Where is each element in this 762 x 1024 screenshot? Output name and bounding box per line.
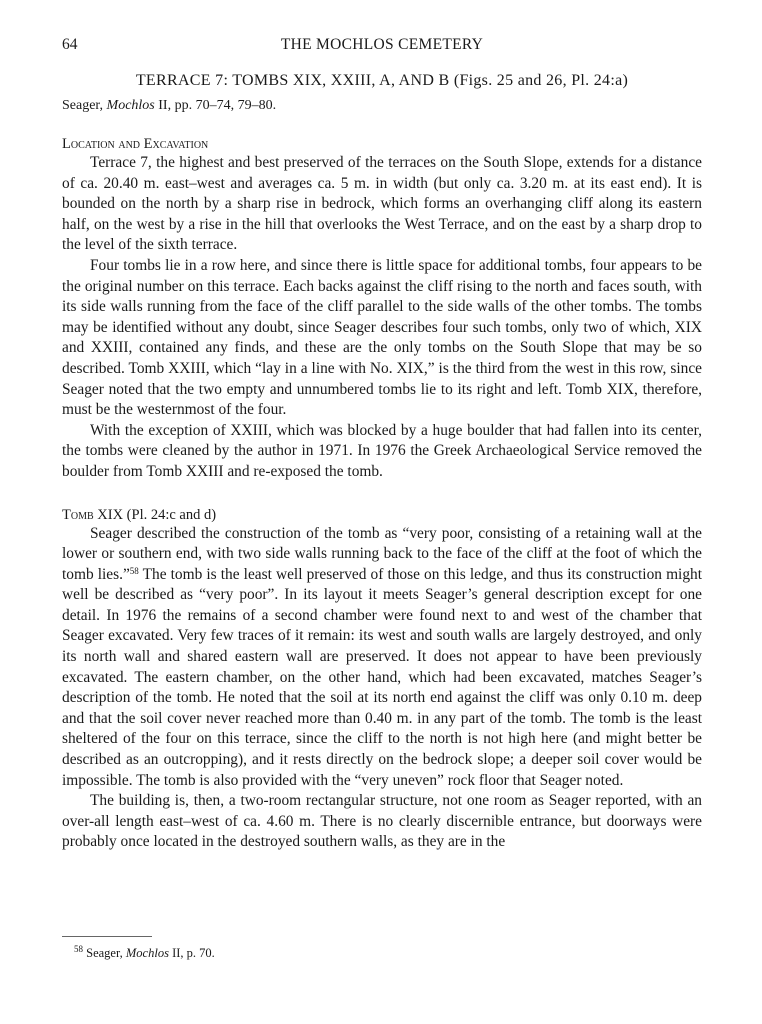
terrace-reference bbox=[62, 98, 702, 114]
footnote-pages: II, p. 70. bbox=[168, 946, 215, 960]
paragraph: With the exception of XXIII, which was blocked by a huge boulder that had fallen into its center, the tombs were cleaned by the author in 1971. In 1976 the Greek Archaeological Service removed the boulder from Tomb XXIII and re-exposed the tomb. bbox=[62, 421, 702, 480]
page-number: 64 bbox=[62, 36, 78, 53]
paragraph: The building is, then, a two-room rectangular structure, not one room as Seager reported, with an over-all length east–west of ca. 4.60 m. There is no clearly discernible entrance, but doorways were probably once located in the destroyed southern walls, as they are in the bbox=[62, 792, 702, 851]
footnote-reference[interactable]: 58 bbox=[129, 565, 139, 576]
reference-pages: II, pp. 70–74, 79–80. bbox=[154, 98, 277, 113]
paragraph-text: The tomb is the least well preserved of those on this ledge, and thus its construction might well be described as “very poor”. In its layout it meets Seager’s general description except for one detail. In 1976 the remains of a second chamber were found next to and west of the chamber that Seager excavated. Very few traces of it remain: its west and south walls are largely destroyed, and only its north wall and shared eastern wall are preserved. It does not appear to have been previously excavated. The eastern chamber, on the other hand, which had been excavated, matches Seager’s description of the tomb. He noted that the soil at its north end against the cliff was only 0.10 m. deep and that the soil cover never reached more than 0.40 m. in any part of the tomb. The tomb is the least sheltered of the four on this terrace, since the cliff to the north is not high here (and might better be described as an outcropping), and it rests directly on the bedrock slope; a deeper soil cover would be impossible. The tomb is also provided with the “very uneven” rock floor that Seager noted. bbox=[62, 565, 702, 789]
page bbox=[62, 36, 702, 960]
footnote bbox=[74, 946, 215, 961]
section-heading-location: Location and Excavation bbox=[62, 136, 209, 152]
paragraph: Four tombs lie in a row here, and since there is little space for additional tombs, four appears to be the original number on this terrace. Each backs against the cliff rising to the north and faces south, with its side walls running from the face of the cliff parallel to the side walls of the other tombs. The tombs may be identified without any doubt, since Seager describes four such tombs, only two of which, XIX and XXIII, contained any finds, and these are the only tombs on the South Slope that may be so described. Tomb XXIII, which “lay in a line with No. XIX,” is the third from the west in this row, since Seager noted that the two empty and unnumbered tombs lie to its right and left. Tomb XIX, therefore, must be the westernmost of the four. bbox=[62, 256, 702, 419]
section-heading-tomb-xix bbox=[62, 507, 702, 524]
terrace-title bbox=[62, 72, 702, 90]
terrace-figs-ref: (Figs. 25 and 26, Pl. 24:a) bbox=[453, 72, 629, 89]
paragraph-text: Seager described the construction of the tomb as “very poor, consisting of a retaining wall at the lower or southern end, with two side walls running back to the face of the cliff at the foot of which the tomb lies.” bbox=[62, 524, 702, 583]
footnote-mark: 58 bbox=[74, 944, 83, 954]
terrace-title-text: TERRACE 7: TOMBS XIX, XXIII, A, AND B bbox=[135, 72, 450, 89]
paragraph bbox=[62, 524, 702, 792]
reference-work: Mochlos bbox=[106, 98, 155, 113]
footnote-author: Seager, bbox=[83, 946, 126, 960]
running-title: THE MOCHLOS CEMETERY bbox=[280, 36, 484, 53]
reference-author: Seager, bbox=[62, 98, 107, 113]
tomb-heading-text: Tomb XIX bbox=[62, 506, 124, 523]
tomb-heading-ref: (Pl. 24:c and d) bbox=[123, 506, 217, 523]
footnote-work: Mochlos bbox=[125, 946, 169, 960]
running-head bbox=[62, 36, 702, 60]
paragraph: Terrace 7, the highest and best preserved of the terraces on the South Slope, extends for a distance of ca. 20.40 m. east–west and averages ca. 5 m. in width (but only ca. 3.20 m. at its east end). It is bounded on the north by a sharp rise in bedrock, which forms an overhanging cliff along its eastern half, on the west by a rise in the hill that overlooks the West Terrace, and on the east by a sharp drop to the level of the sixth terrace. bbox=[62, 154, 702, 254]
footnote-rule bbox=[62, 936, 152, 937]
